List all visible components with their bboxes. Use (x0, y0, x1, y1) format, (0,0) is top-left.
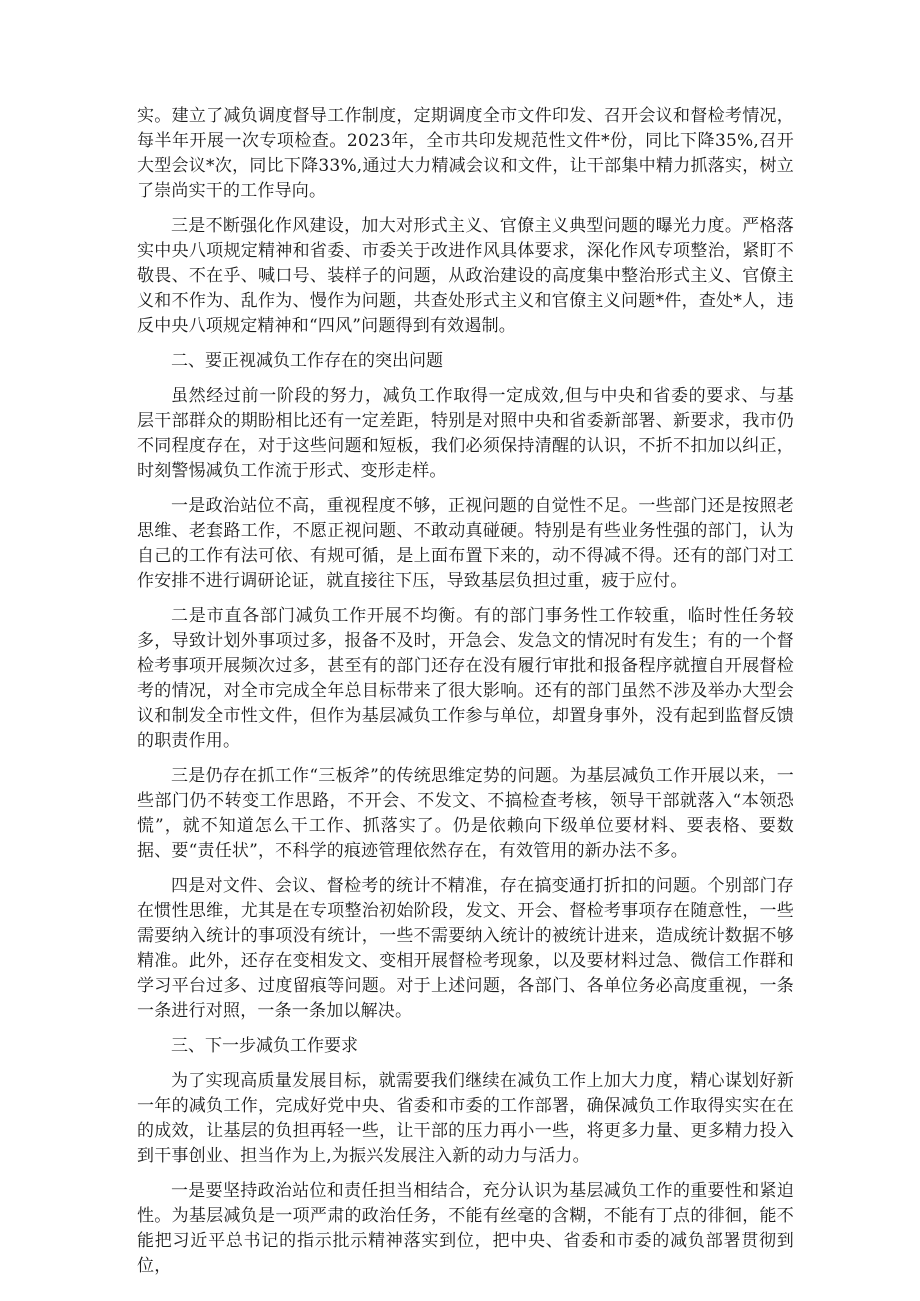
paragraph-requirement-1: 一是要坚持政治站位和责任担当相结合，充分认识为基层减负工作的重要性和紧迫性。为基层减负是一项严肃的政治任务，不能有丝毫的含糊，不能有丁点的徘徊，能不能把习近平总书记的指示批示精神落实到位，把中央、省委和市委的减负部署贯彻到位， (137, 1181, 794, 1276)
paragraph-problem-4: 四是对文件、会议、督检考的统计不精准，存在搞变通打折扣的问题。个别部门存在惯性思维，尤其是在专项整治初始阶段，发文、开会、督检考事项存在随意性，一些需要纳入统计的事项没有统计，一些不需要纳入统计的被统计进来，造成统计数据不够精准。此外，还存在变相发文、变相开展督检考现象，以及要材料过急、微信工作群和学习平台过多、过度留痕等问题。对于上述问题，各部门、各单位务必高度重视，一条一条进行对照，一条一条加以解决。 (137, 876, 794, 1021)
paragraph-problem-1: 一是政治站位不高，重视程度不够，正视问题的自觉性不足。一些部门还是按照老思维、老套路工作，不愿正视问题、不敢动真碰硬。特别是有些业务性强的部门，认为自己的工作有法可依、有规可循，是上面布置下来的，动不得减不得。还有的部门对工作安排不进行调研论证，就直接往下压，导致基层负担过重，疲于应付。 (137, 496, 794, 591)
paragraph-gap-summary: 虽然经过前一阶段的努力，减负工作取得一定成效,但与中央和省委的要求、与基层干部群众的期盼相比还有一定差距，特别是对照中央和省委新部署、新要求，我市仍不同程度存在，对于这些问题和短板，我们必须保持清醒的认识，不折不扣加以纠正，时刻警惕减负工作流于形式、变形走样。 (137, 386, 794, 481)
paragraph-continuation: 实。建立了减负调度督导工作制度，定期调度全市文件印发、召开会议和督检考情况，每半年开展一次专项检查。2023年，全市共印发规范性文件*份，同比下降35%,召开大型会议*次，同比下降33%,通过大力精减会议和文件，让干部集中精力抓落实，树立了崇尚实干的工作导向。 (137, 106, 794, 201)
section-heading-3: 三、下一步减负工作要求 (171, 1036, 358, 1056)
section-heading-2: 二、要正视减负工作存在的突出问题 (171, 351, 443, 371)
paragraph-style-building: 三是不断强化作风建设，加大对形式主义、官僚主义典型问题的曝光力度。严格落实中央八项规定精神和省委、市委关于改进作风具体要求，深化作风专项整治，紧盯不敬畏、不在乎、喊口号、装样子的问题，从政治建设的高度集中整治形式主义、官僚主义和不作为、乱作为、慢作为问题，共查处形式主义和官僚主义问题*件，查处*人，违反中央八项规定精神和“四风”问题得到有效遏制。 (137, 216, 794, 336)
paragraph-problem-3: 三是仍存在抓工作“三板斧”的传统思维定势的问题。为基层减负工作开展以来，一些部门仍不转变工作思路，不开会、不发文、不搞检查考核，领导干部就落入“本领恐慌”，就不知道怎么干工作、抓落实了。仍是依赖向下级单位要材料、要表格、要数据、要“责任状”，不科学的痕迹管理依然存在，有效管用的新办法不多。 (137, 766, 794, 861)
paragraph-next-steps: 为了实现高质量发展目标，就需要我们继续在减负工作上加大力度，精心谋划好新一年的减负工作，完成好党中央、省委和市委的工作部署，确保减负工作取得实实在在的成效，让基层的负担再轻一些，让干部的压力再小一些，将更多力量、更多精力投入到干事创业、担当作为上,为振兴发展注入新的动力与活力。 (137, 1071, 794, 1166)
paragraph-problem-2: 二是市直各部门减负工作开展不均衡。有的部门事务性工作较重，临时性任务较多，导致计划外事项过多，报备不及时，开急会、发急文的情况时有发生；有的一个督检考事项开展频次过多，甚至有的部门还存在没有履行审批和报备程序就擅自开展督检考的情况，对全市完成全年总目标带来了很大影响。还有的部门虽然不涉及举办大型会议和制发全市性文件，但作为基层减负工作参与单位，却置身事外，没有起到监督反馈的职责作用。 (137, 606, 794, 751)
document-page (137, 104, 794, 1289)
